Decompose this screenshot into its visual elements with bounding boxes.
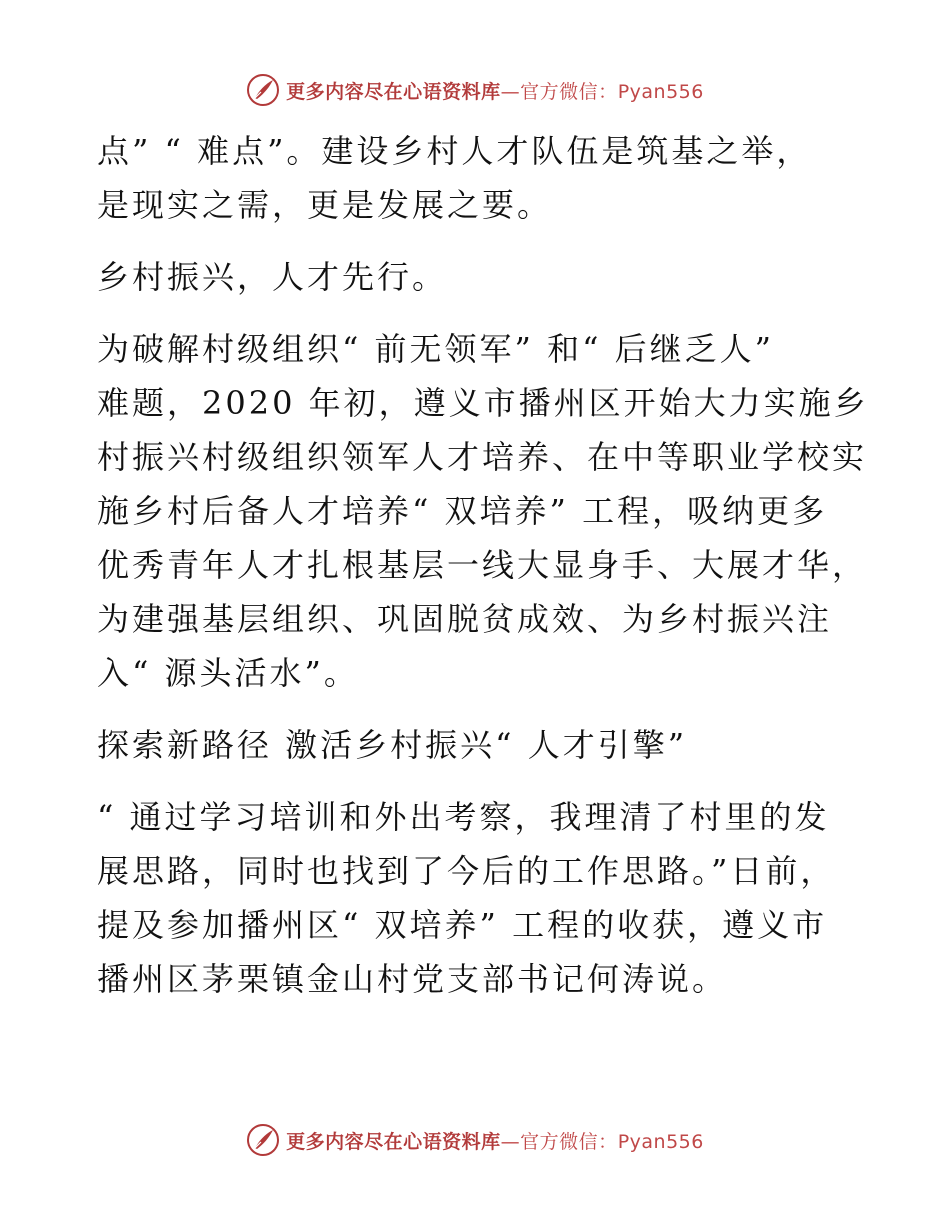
header-dash: — xyxy=(500,80,521,103)
text-line: “ 通过学习培训和外出考察，我理清了村里的发 xyxy=(97,798,830,836)
text-line: 入“ 源头活水”。 xyxy=(97,654,359,692)
footer-dash: — xyxy=(500,1130,521,1153)
text-line: 是现实之需，更是发展之要。 xyxy=(97,186,553,224)
text-line: 优秀青年人才扎根基层一线大显身手、大展才华， xyxy=(97,546,868,584)
paragraph xyxy=(97,790,857,1006)
text-line: 难题，2020 年初，遵义市播州区开始大力实施乡 xyxy=(97,384,869,422)
footer-banner xyxy=(0,1120,950,1160)
document-body xyxy=(97,124,869,1006)
quill-pen-logo-icon xyxy=(246,1123,280,1157)
text-line: 施乡村后备人才培养“ 双培养” 工程，吸纳更多 xyxy=(97,492,828,530)
footer-wechat-label: 官方微信： xyxy=(520,1130,618,1153)
header-wechat-id: Pyan556 xyxy=(617,80,704,103)
paragraph xyxy=(97,250,857,304)
header-banner-text xyxy=(286,77,704,104)
paragraph xyxy=(97,322,869,700)
header-banner xyxy=(0,70,950,110)
footer-banner-text xyxy=(286,1127,704,1154)
header-wechat-label: 官方微信： xyxy=(520,80,618,103)
text-line: 展思路，同时也找到了今后的工作思路。”日前， xyxy=(97,852,836,890)
heading-line: 探索新路径 激活乡村振兴“ 人才引擎” xyxy=(97,726,688,764)
footer-wechat-id: Pyan556 xyxy=(617,1130,704,1153)
section-heading xyxy=(97,718,857,772)
header-site-name: 更多内容尽在心语资料库 xyxy=(286,80,501,103)
text-line: 播州区茅栗镇金山村党支部书记何涛说。 xyxy=(97,960,728,998)
text-line: 乡村振兴，人才先行。 xyxy=(97,258,448,296)
paragraph xyxy=(97,124,857,232)
quill-pen-logo-icon xyxy=(246,73,280,107)
text-line: 为建强基层组织、巩固脱贫成效、为乡村振兴注 xyxy=(97,600,833,638)
text-line: 点” “ 难点”。建设乡村人才队伍是筑基之举， xyxy=(97,132,812,170)
text-line: 村振兴村级组织领军人才培养、在中等职业学校实 xyxy=(97,438,868,476)
text-line: 提及参加播州区“ 双培养” 工程的收获，遵义市 xyxy=(97,906,828,944)
footer-site-name: 更多内容尽在心语资料库 xyxy=(286,1130,501,1153)
text-line: 为破解村级组织“ 前无领军” 和“ 后继乏人” xyxy=(97,330,774,368)
